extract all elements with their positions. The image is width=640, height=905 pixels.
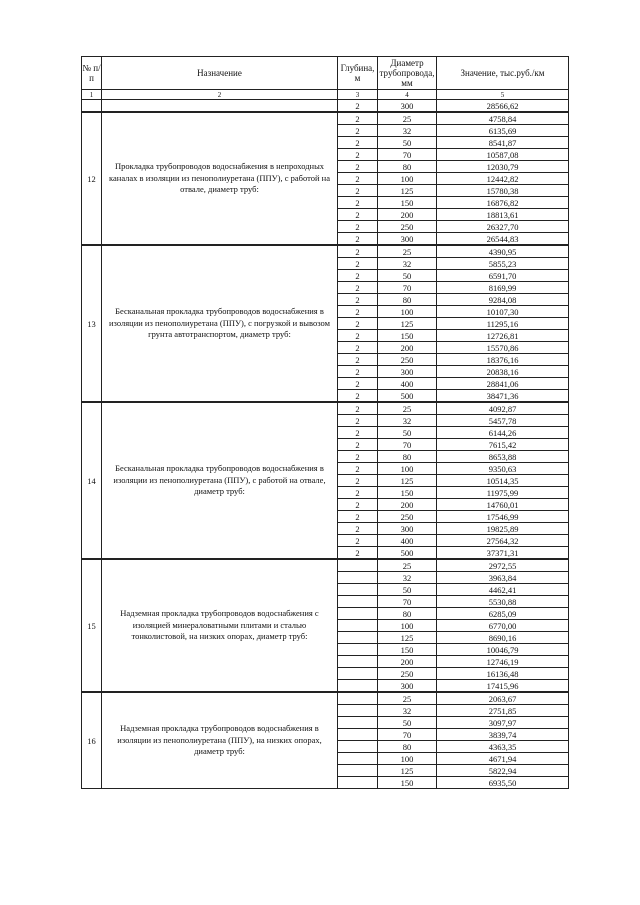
depth-cell: 2 (338, 402, 378, 415)
value-cell: 4758,84 (437, 112, 569, 125)
value-cell: 38471,36 (437, 390, 569, 403)
diameter-cell: 80 (378, 608, 437, 620)
depth-cell: 2 (338, 535, 378, 547)
table-body (82, 100, 569, 789)
value-cell: 8690,16 (437, 632, 569, 644)
header-diameter: Диаметр трубопровода, мм (378, 57, 437, 90)
depth-cell: 2 (338, 342, 378, 354)
diameter-cell: 32 (378, 415, 437, 427)
diameter-cell: 250 (378, 511, 437, 523)
depth-cell (338, 680, 378, 693)
value-cell: 7615,42 (437, 439, 569, 451)
diameter-cell: 80 (378, 294, 437, 306)
item-description: Бесканальная прокладка трубопроводов водоснабжения в изоляции из пенополиуретана (ППУ), с погрузкой и вывозом грунта автотранспортом, диаметр труб: (102, 245, 338, 402)
value-cell: 12030,79 (437, 161, 569, 173)
depth-cell (338, 632, 378, 644)
value-cell: 20838,16 (437, 366, 569, 378)
depth-cell (338, 692, 378, 705)
value-cell: 4462,41 (437, 584, 569, 596)
value-cell: 15780,38 (437, 185, 569, 197)
value-cell: 10587,08 (437, 149, 569, 161)
depth-cell (338, 765, 378, 777)
depth-cell: 2 (338, 511, 378, 523)
value-cell: 8541,87 (437, 137, 569, 149)
depth-cell (338, 753, 378, 765)
depth-cell (338, 572, 378, 584)
item-description: Прокладка трубопроводов водоснабжения в непроходных каналах в изоляции из пенополиуретана (ППУ), с работой на отвале, диаметр труб: (102, 112, 338, 245)
value-cell: 3097,97 (437, 717, 569, 729)
diameter-cell: 250 (378, 668, 437, 680)
column-number: 3 (338, 90, 378, 100)
diameter-cell: 25 (378, 112, 437, 125)
column-number: 2 (102, 90, 338, 100)
diameter-cell: 300 (378, 680, 437, 693)
diameter-cell: 32 (378, 258, 437, 270)
depth-cell: 2 (338, 112, 378, 125)
value-cell: 6935,50 (437, 777, 569, 789)
value-cell: 5457,78 (437, 415, 569, 427)
value-cell: 6135,69 (437, 125, 569, 137)
tariff-table (81, 56, 569, 789)
value-cell: 12726,81 (437, 330, 569, 342)
table-row (82, 112, 569, 125)
table-row (82, 245, 569, 258)
diameter-cell: 100 (378, 306, 437, 318)
diameter-cell: 70 (378, 282, 437, 294)
depth-cell: 2 (338, 185, 378, 197)
value-cell: 4671,94 (437, 753, 569, 765)
value-cell: 12746,19 (437, 656, 569, 668)
diameter-cell: 80 (378, 161, 437, 173)
depth-cell: 2 (338, 149, 378, 161)
depth-cell: 2 (338, 451, 378, 463)
depth-cell (338, 608, 378, 620)
value-cell: 14760,01 (437, 499, 569, 511)
depth-cell (338, 656, 378, 668)
depth-cell: 2 (338, 100, 378, 113)
value-cell: 8169,99 (437, 282, 569, 294)
value-cell: 27564,32 (437, 535, 569, 547)
column-number: 5 (437, 90, 569, 100)
value-cell: 19825,89 (437, 523, 569, 535)
depth-cell: 2 (338, 221, 378, 233)
depth-cell: 2 (338, 523, 378, 535)
depth-cell: 2 (338, 197, 378, 209)
value-cell: 17546,99 (437, 511, 569, 523)
value-cell: 9284,08 (437, 294, 569, 306)
depth-cell: 2 (338, 487, 378, 499)
item-number: 13 (82, 245, 102, 402)
value-cell: 3963,84 (437, 572, 569, 584)
item-number: 15 (82, 559, 102, 692)
document-page (81, 56, 568, 789)
item-description: Надземная прокладка трубопроводов водоснабжения с изоляцией минераловатными плитами и сталью тонколистовой, на низких опорах, диаметр труб: (102, 559, 338, 692)
value-cell: 26327,70 (437, 221, 569, 233)
item-number: 14 (82, 402, 102, 559)
diameter-cell: 125 (378, 632, 437, 644)
depth-cell: 2 (338, 282, 378, 294)
diameter-cell: 125 (378, 765, 437, 777)
depth-cell: 2 (338, 161, 378, 173)
depth-cell: 2 (338, 463, 378, 475)
column-number: 4 (378, 90, 437, 100)
value-cell: 10046,79 (437, 644, 569, 656)
depth-cell (338, 596, 378, 608)
diameter-cell: 70 (378, 729, 437, 741)
depth-cell (338, 705, 378, 717)
diameter-cell: 150 (378, 644, 437, 656)
depth-cell: 2 (338, 294, 378, 306)
diameter-cell: 50 (378, 427, 437, 439)
diameter-cell: 150 (378, 487, 437, 499)
depth-cell: 2 (338, 439, 378, 451)
column-number-row (82, 90, 569, 100)
value-cell: 3839,74 (437, 729, 569, 741)
header-depth: Глубина, м (338, 57, 378, 90)
table-row (82, 692, 569, 705)
depth-cell: 2 (338, 318, 378, 330)
diameter-cell: 25 (378, 402, 437, 415)
depth-cell: 2 (338, 258, 378, 270)
diameter-cell: 50 (378, 137, 437, 149)
diameter-cell: 100 (378, 620, 437, 632)
value-cell: 17415,96 (437, 680, 569, 693)
diameter-cell: 70 (378, 439, 437, 451)
diameter-cell: 25 (378, 245, 437, 258)
depth-cell: 2 (338, 427, 378, 439)
depth-cell: 2 (338, 306, 378, 318)
value-cell: 5530,88 (437, 596, 569, 608)
diameter-cell: 100 (378, 173, 437, 185)
value-cell: 18813,61 (437, 209, 569, 221)
depth-cell: 2 (338, 209, 378, 221)
diameter-cell: 400 (378, 378, 437, 390)
diameter-cell: 150 (378, 777, 437, 789)
diameter-cell: 80 (378, 451, 437, 463)
depth-cell: 2 (338, 390, 378, 403)
value-cell: 16136,48 (437, 668, 569, 680)
value-cell: 16876,82 (437, 197, 569, 209)
diameter-cell: 32 (378, 572, 437, 584)
value-cell: 11975,99 (437, 487, 569, 499)
value-cell: 18376,16 (437, 354, 569, 366)
depth-cell (338, 741, 378, 753)
depth-cell: 2 (338, 137, 378, 149)
diameter-cell: 32 (378, 705, 437, 717)
value-cell: 4390,95 (437, 245, 569, 258)
item-description: Бесканальная прокладка трубопроводов водоснабжения в изоляции из пенополиуретана (ППУ), с работой на отвале, диаметр труб: (102, 402, 338, 559)
diameter-cell: 50 (378, 270, 437, 282)
diameter-cell: 80 (378, 741, 437, 753)
value-cell: 5855,23 (437, 258, 569, 270)
diameter-cell: 125 (378, 185, 437, 197)
diameter-cell: 125 (378, 475, 437, 487)
depth-cell (338, 729, 378, 741)
value-cell: 6591,70 (437, 270, 569, 282)
depth-cell (338, 717, 378, 729)
table-row (82, 402, 569, 415)
row-desc-cell (102, 100, 338, 113)
diameter-cell: 70 (378, 596, 437, 608)
diameter-cell: 150 (378, 197, 437, 209)
value-cell: 11295,16 (437, 318, 569, 330)
depth-cell: 2 (338, 233, 378, 246)
diameter-cell: 50 (378, 584, 437, 596)
diameter-cell: 300 (378, 233, 437, 246)
value-cell: 6285,09 (437, 608, 569, 620)
value-cell: 4092,87 (437, 402, 569, 415)
depth-cell: 2 (338, 499, 378, 511)
diameter-cell: 400 (378, 535, 437, 547)
value-cell: 2063,67 (437, 692, 569, 705)
depth-cell: 2 (338, 173, 378, 185)
value-cell: 26544,83 (437, 233, 569, 246)
value-cell: 5822,94 (437, 765, 569, 777)
diameter-cell: 25 (378, 559, 437, 572)
depth-cell: 2 (338, 547, 378, 560)
value-cell: 6144,26 (437, 427, 569, 439)
value-cell: 15570,86 (437, 342, 569, 354)
diameter-cell: 150 (378, 330, 437, 342)
value-cell: 2972,55 (437, 559, 569, 572)
table-row (82, 559, 569, 572)
depth-cell: 2 (338, 415, 378, 427)
diameter-cell: 300 (378, 366, 437, 378)
diameter-cell: 125 (378, 318, 437, 330)
value-cell: 8653,88 (437, 451, 569, 463)
value-cell: 4363,35 (437, 741, 569, 753)
item-number: 16 (82, 692, 102, 789)
diameter-cell: 100 (378, 463, 437, 475)
diameter-cell: 500 (378, 390, 437, 403)
diameter-cell: 300 (378, 100, 437, 113)
value-cell: 12442,82 (437, 173, 569, 185)
depth-cell (338, 584, 378, 596)
column-number: 1 (82, 90, 102, 100)
diameter-cell: 250 (378, 354, 437, 366)
depth-cell (338, 559, 378, 572)
diameter-cell: 250 (378, 221, 437, 233)
diameter-cell: 50 (378, 717, 437, 729)
header-value: Значение, тыс.руб./км (437, 57, 569, 90)
value-cell: 6770,00 (437, 620, 569, 632)
depth-cell (338, 777, 378, 789)
table-row (82, 100, 569, 113)
value-cell: 2751,85 (437, 705, 569, 717)
row-num-cell (82, 100, 102, 113)
depth-cell: 2 (338, 475, 378, 487)
diameter-cell: 32 (378, 125, 437, 137)
item-number: 12 (82, 112, 102, 245)
value-cell: 9350,63 (437, 463, 569, 475)
diameter-cell: 200 (378, 209, 437, 221)
value-cell: 10107,30 (437, 306, 569, 318)
diameter-cell: 300 (378, 523, 437, 535)
depth-cell: 2 (338, 378, 378, 390)
diameter-cell: 25 (378, 692, 437, 705)
diameter-cell: 200 (378, 342, 437, 354)
depth-cell: 2 (338, 245, 378, 258)
depth-cell: 2 (338, 366, 378, 378)
header-row (82, 57, 569, 90)
diameter-cell: 200 (378, 656, 437, 668)
depth-cell: 2 (338, 330, 378, 342)
depth-cell: 2 (338, 270, 378, 282)
diameter-cell: 70 (378, 149, 437, 161)
item-description: Надземная прокладка трубопроводов водоснабжения в изоляции из пенополиуретана (ППУ), на низких опорах, диаметр труб: (102, 692, 338, 789)
depth-cell (338, 644, 378, 656)
depth-cell: 2 (338, 125, 378, 137)
depth-cell: 2 (338, 354, 378, 366)
value-cell: 10514,35 (437, 475, 569, 487)
depth-cell (338, 620, 378, 632)
diameter-cell: 100 (378, 753, 437, 765)
header-num: № п/п (82, 57, 102, 90)
value-cell: 37371,31 (437, 547, 569, 560)
diameter-cell: 500 (378, 547, 437, 560)
diameter-cell: 200 (378, 499, 437, 511)
value-cell: 28841,06 (437, 378, 569, 390)
header-name: Назначение (102, 57, 338, 90)
value-cell: 28566,62 (437, 100, 569, 113)
depth-cell (338, 668, 378, 680)
